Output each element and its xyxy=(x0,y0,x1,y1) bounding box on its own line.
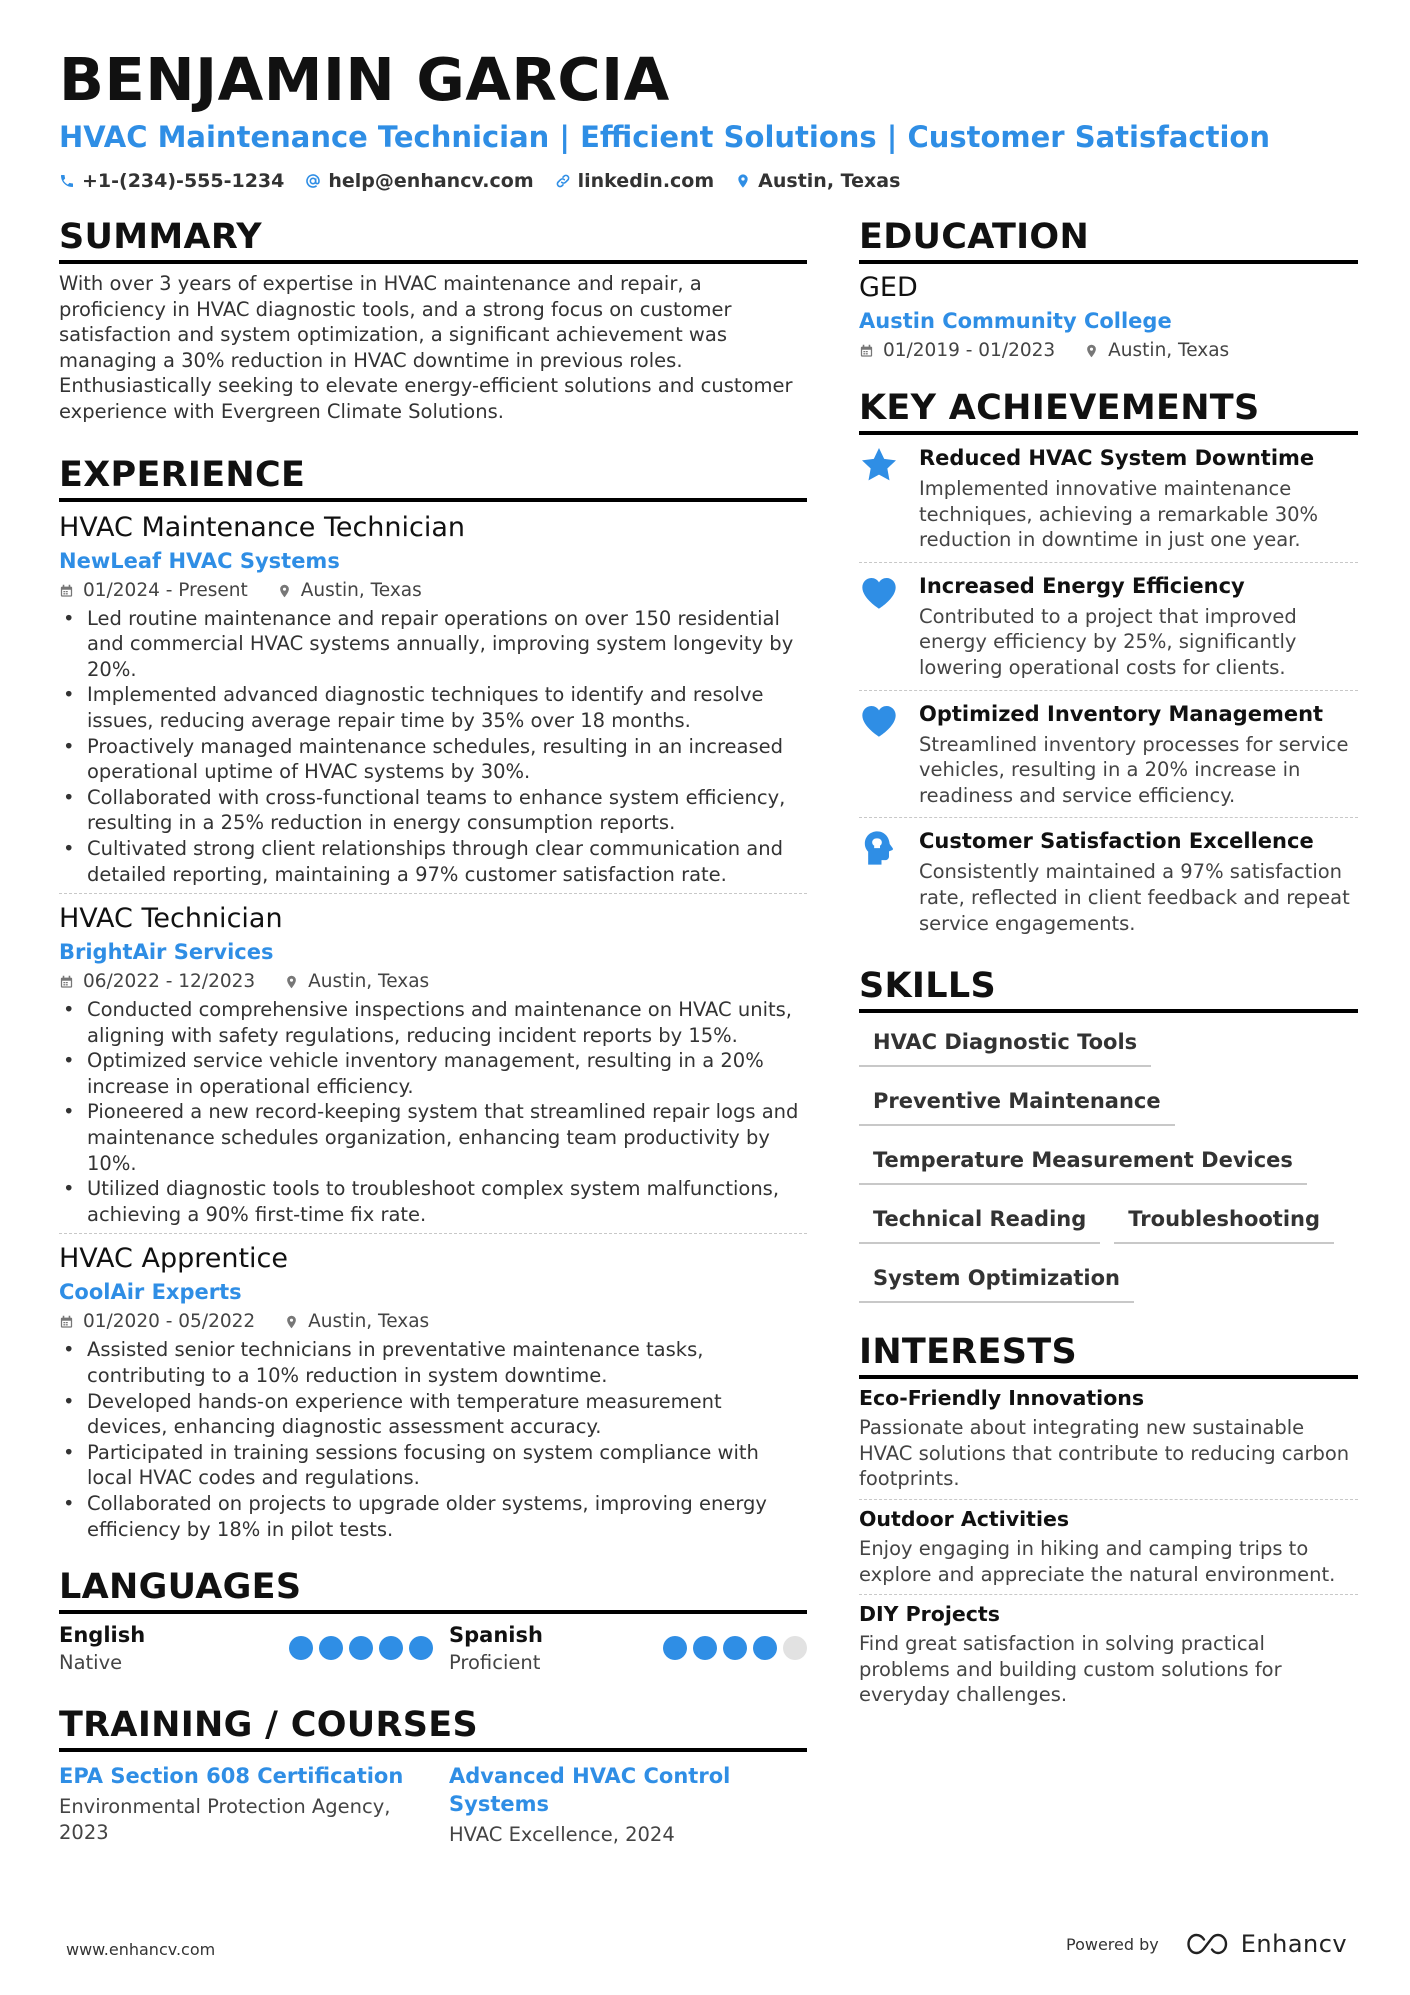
linkedin-text: linkedin.com xyxy=(577,170,715,192)
job-dates xyxy=(59,1308,255,1336)
interest-item xyxy=(859,1499,1358,1594)
languages-list xyxy=(59,1622,807,1676)
rating-dot-filled xyxy=(753,1636,777,1660)
education-dates-text: 01/2019 - 01/2023 xyxy=(883,340,1056,361)
rating-dot-filled xyxy=(379,1636,403,1660)
interest-desc: Find great satisfaction in solving practical problems and building custom solutions for everyday challenges. xyxy=(859,1632,1282,1707)
interest-title: Outdoor Activities xyxy=(859,1506,1070,1531)
achievements-section xyxy=(859,387,1358,945)
achievement-desc: Streamlined inventory processes for service vehicles, resulting in a 20% increase in readiness and service efficiency. xyxy=(919,732,1349,807)
contact-location xyxy=(735,170,900,192)
job-title: HVAC Technician xyxy=(59,903,283,935)
section-title-experience: EXPERIENCE xyxy=(59,454,807,502)
skill-tag: Troubleshooting xyxy=(1114,1199,1334,1244)
link-icon xyxy=(555,173,571,189)
job-bullet: • Cultivated strong client relationships through clear communication and detailed reporting, maintaining a 97% customer satisfaction rate. xyxy=(59,836,807,887)
job-location-text: Austin, Texas xyxy=(308,1311,430,1333)
job-dates-text: 06/2022 - 12/2023 xyxy=(83,971,256,993)
job-bullet: • Participated in training sessions focusing on system compliance with local HVAC codes and regulations. xyxy=(59,1440,807,1491)
experience-entry xyxy=(59,510,807,894)
left-column xyxy=(59,216,807,1848)
job-meta xyxy=(59,1308,807,1336)
achievement-title: Customer Satisfaction Excellence xyxy=(919,829,1314,854)
calendar-icon xyxy=(59,974,74,990)
calendar-icon xyxy=(59,1314,74,1330)
location-text: Austin, Texas xyxy=(758,170,901,192)
job-dates-text: 01/2020 - 05/2022 xyxy=(83,1311,256,1333)
heart-icon xyxy=(859,573,899,613)
job-title: HVAC Maintenance Technician xyxy=(59,511,466,543)
location-pin-icon xyxy=(1084,343,1099,359)
contact-phone[interactable] xyxy=(59,170,284,192)
job-dates-text: 01/2024 - Present xyxy=(83,579,248,601)
job-bullet: • Pioneered a new record-keeping system that streamlined repair logs and maintenance schedules organization, enhancing team productivity by 10%. xyxy=(59,1099,807,1176)
headline: HVAC Maintenance Technician | Efficient Solutions | Customer Satisfaction xyxy=(59,120,1270,154)
footer-branding xyxy=(1066,1930,1347,1958)
skill-tag: Preventive Maintenance xyxy=(859,1081,1175,1126)
rating-dot-filled xyxy=(723,1636,747,1660)
job-bullets xyxy=(59,1337,807,1542)
school-name: Austin Community College xyxy=(859,309,1172,333)
heart-icon xyxy=(859,701,899,741)
contact-bar xyxy=(59,168,921,194)
job-location-text: Austin, Texas xyxy=(300,579,422,601)
rating-dot-filled xyxy=(409,1636,433,1660)
section-title-training: TRAINING / COURSES xyxy=(59,1704,807,1752)
job-title: HVAC Apprentice xyxy=(59,1243,288,1275)
section-title-interests: INTERESTS xyxy=(859,1331,1358,1379)
section-title-education: EDUCATION xyxy=(859,216,1358,264)
phone-text: +1-(234)-555-1234 xyxy=(82,170,285,192)
job-bullet: • Optimized service vehicle inventory management, resulting in a 20% increase in operational efficiency. xyxy=(59,1048,807,1099)
rating-dot-filled xyxy=(663,1636,687,1660)
interest-title: DIY Projects xyxy=(859,1602,1000,1627)
job-bullets xyxy=(59,997,807,1227)
phone-icon xyxy=(59,173,75,189)
training-title: Advanced HVAC Control Systems xyxy=(449,1764,731,1817)
company-name: BrightAir Services xyxy=(59,940,274,965)
interest-item xyxy=(859,1379,1358,1499)
rating-dot-filled xyxy=(319,1636,343,1660)
achievement-item xyxy=(859,562,1358,690)
education-section xyxy=(859,216,1358,365)
language-item xyxy=(59,1622,449,1676)
achievement-desc: Consistently maintained a 97% satisfaction rate, reflected in client feedback and repeat service engagements. xyxy=(919,860,1350,935)
language-level: Native xyxy=(59,1651,123,1675)
brand-logo[interactable] xyxy=(1185,1930,1347,1958)
achievement-item xyxy=(859,435,1358,562)
contact-linkedin[interactable] xyxy=(555,170,715,192)
section-title-achievements: KEY ACHIEVEMENTS xyxy=(859,387,1358,435)
rating-dot-empty xyxy=(783,1636,807,1660)
skill-tag: Temperature Measurement Devices xyxy=(859,1140,1307,1185)
job-dates xyxy=(59,577,248,605)
section-title-skills: SKILLS xyxy=(859,965,1358,1013)
language-item xyxy=(449,1622,807,1676)
skill-tag: HVAC Diagnostic Tools xyxy=(859,1022,1151,1067)
interest-desc: Passionate about integrating new sustainable HVAC solutions that contribute to reducing carbon footprints. xyxy=(859,1416,1350,1491)
footer-website[interactable]: www.enhancv.com xyxy=(66,1940,216,1959)
interest-item xyxy=(859,1594,1358,1715)
rating-dot-filled xyxy=(289,1636,313,1660)
section-title-languages: LANGUAGES xyxy=(59,1566,807,1614)
degree: GED xyxy=(859,272,918,303)
job-meta xyxy=(59,577,807,605)
location-pin-icon xyxy=(284,974,299,990)
skill-tag: System Optimization xyxy=(859,1258,1134,1303)
job-bullet: • Proactively managed maintenance schedules, resulting in an increased operational uptime of HVAC systems by 30%. xyxy=(59,734,807,785)
right-column xyxy=(859,216,1358,1715)
candidate-name: BENJAMIN GARCIA xyxy=(59,45,670,114)
skills-section xyxy=(859,965,1358,1317)
company-name: NewLeaf HVAC Systems xyxy=(59,548,340,573)
language-rating xyxy=(283,1636,433,1660)
location-pin-icon xyxy=(284,1314,299,1330)
job-bullet: • Collaborated on projects to upgrade older systems, improving energy efficiency by 18% in pilot tests. xyxy=(59,1491,807,1542)
job-location xyxy=(284,968,429,996)
calendar-icon xyxy=(859,343,874,359)
rating-dot-filled xyxy=(349,1636,373,1660)
skill-tag: Technical Reading xyxy=(859,1199,1100,1244)
achievement-title: Increased Energy Efficiency xyxy=(919,573,1245,598)
company-name: CoolAir Experts xyxy=(59,1280,242,1305)
email-text: help@enhancv.com xyxy=(328,170,534,192)
job-bullet: • Assisted senior technicians in preventative maintenance tasks, contributing to a 10% reduction in system downtime. xyxy=(59,1337,807,1388)
brand-name: Enhancv xyxy=(1240,1930,1348,1958)
at-icon xyxy=(305,173,321,189)
calendar-icon xyxy=(59,583,74,599)
experience-entry xyxy=(59,1233,807,1548)
job-location xyxy=(284,1308,429,1336)
job-location xyxy=(277,577,422,605)
contact-email[interactable] xyxy=(305,170,533,192)
language-rating xyxy=(657,1636,807,1660)
achievement-title: Reduced HVAC System Downtime xyxy=(919,446,1315,470)
rating-dot-filled xyxy=(693,1636,717,1660)
interest-title: Eco-Friendly Innovations xyxy=(859,1386,1145,1411)
achievement-item xyxy=(859,817,1358,945)
languages-section xyxy=(59,1566,807,1676)
star-icon xyxy=(859,445,899,485)
training-item xyxy=(59,1762,449,1848)
training-section xyxy=(59,1704,807,1848)
job-location-text: Austin, Texas xyxy=(308,971,430,993)
language-level: Proficient xyxy=(449,1651,541,1675)
location-pin-icon xyxy=(277,583,292,599)
skills-list xyxy=(859,1022,1358,1317)
experience-entry xyxy=(59,893,807,1233)
job-bullet: • Conducted comprehensive inspections and maintenance on HVAC units, aligning with safety regulations, reducing incident reports by 15%. xyxy=(59,997,807,1048)
job-bullet: • Utilized diagnostic tools to troubleshoot complex system malfunctions, achieving a 90% first-time fix rate. xyxy=(59,1176,807,1227)
training-provider: Environmental Protection Agency, 2023 xyxy=(59,1795,391,1844)
enhancv-logo-icon xyxy=(1185,1931,1231,1957)
location-pin-icon xyxy=(735,173,751,189)
powered-by-label: Powered by xyxy=(1066,1934,1159,1954)
interests-section xyxy=(859,1331,1358,1715)
education-location xyxy=(1084,337,1229,365)
job-meta xyxy=(59,968,807,996)
job-bullets xyxy=(59,606,807,888)
training-item xyxy=(449,1762,807,1848)
job-bullet: • Developed hands-on experience with temperature measurement devices, enhancing diagnostic assessment accuracy. xyxy=(59,1389,807,1440)
education-dates xyxy=(859,337,1055,365)
achievement-item xyxy=(859,690,1358,818)
head-icon xyxy=(859,828,899,868)
summary-text: With over 3 years of expertise in HVAC maintenance and repair, a proficiency in HVAC diagnostic tools, and a strong focus on customer satisfaction and system optimization, a significant achievement was managing a 30% reduction in HVAC downtime in previous roles. Enthusiastically seeking to elevate energy-efficient solutions and customer experience with Evergreen Climate Solutions. xyxy=(59,272,793,423)
training-provider: HVAC Excellence, 2024 xyxy=(449,1823,675,1847)
language-name: Spanish xyxy=(449,1623,543,1648)
language-name: English xyxy=(59,1623,146,1648)
interest-desc: Enjoy engaging in hiking and camping trips to explore and appreciate the natural environment. xyxy=(859,1536,1336,1586)
education-meta xyxy=(859,337,1358,365)
training-title: EPA Section 608 Certification xyxy=(59,1764,404,1789)
achievement-desc: Implemented innovative maintenance techniques, achieving a remarkable 30% reduction in downtime in just one year. xyxy=(919,477,1319,552)
education-location-text: Austin, Texas xyxy=(1108,340,1230,361)
job-dates xyxy=(59,968,255,996)
job-bullet: • Collaborated with cross-functional teams to enhance system efficiency, resulting in a 25% reduction in energy consumption reports. xyxy=(59,785,807,836)
job-bullet: • Led routine maintenance and repair operations on over 150 residential and commercial HVAC systems annually, improving system longevity by 20%. xyxy=(59,606,807,683)
experience-section xyxy=(59,454,807,1549)
training-list xyxy=(59,1762,807,1848)
section-title-summary: SUMMARY xyxy=(59,216,807,264)
summary-section xyxy=(59,216,807,425)
achievement-title: Optimized Inventory Management xyxy=(919,701,1324,726)
job-bullet: • Implemented advanced diagnostic techniques to identify and resolve issues, reducing average repair time by 35% over 18 months. xyxy=(59,682,807,733)
achievement-desc: Contributed to a project that improved energy efficiency by 25%, significantly lowering operational costs for clients. xyxy=(919,604,1297,679)
